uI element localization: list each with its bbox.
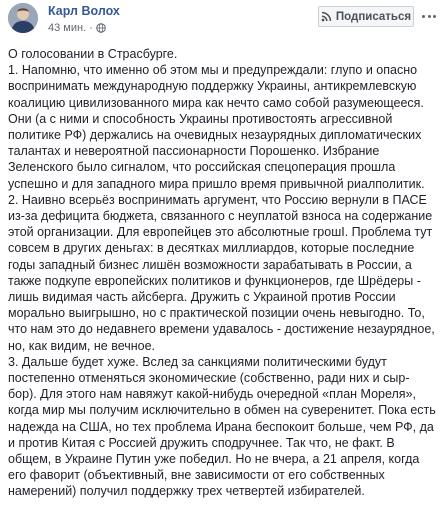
post-paragraph: 1. Напомню, что именно об этом мы и предупреждали: глупо и опасно воспринимать международную поддержку Украины, антикремлевскую коалицию цивилизованного мира как нечто само собой разумеющееся. Они (а с ними и способность Украины противостоять агрессивной политике РФ) держались на очевидных незаурядных дипломатических талантах и невероятной пассионарности Порошенко. Избрание Зеленского было сигналом, что российская спецоперация прошла успешно и для западного мира пришло время привычной риалполитик.: [8, 63, 425, 191]
post-header: [0, 0, 443, 46]
post-body: [8, 46, 436, 500]
subscribe-label: Подписаться: [335, 10, 412, 23]
globe-icon: [96, 23, 106, 33]
meta-separator: ·: [89, 22, 93, 34]
post-timestamp[interactable]: 43 мин.: [48, 22, 87, 34]
post-paragraph: О голосовании в Страсбурге.: [8, 47, 178, 61]
author-name-link[interactable]: Карл Волох: [48, 4, 120, 18]
more-options-icon[interactable]: [422, 10, 436, 22]
post-paragraph: 2. Наивно всерьёз воспринимать аргумент, что Россию вернули в ПАСЕ из-за дефицита бюджета, связанного с неуплатой взноса на содержание этой организации. Для европейцев это абсолютные грошІ. Проблема тут совсем в других деньгах: в десятках миллиардов, которые последние годы западный бизнес лишён возможности зарабатывать в России, а также подкупе европейских политиков и функционеров, где Шрёдеры - лишь видимая часть айсберга. Дружить с Украиной против России морально выигрышно, но с практической позиции очень невыгодно. То, что нам это до недавнего времени удавалось - достижение незаурядное, но, как видим, не вечное.: [8, 192, 435, 353]
avatar[interactable]: [8, 3, 38, 33]
avatar-image: [8, 3, 38, 33]
post-meta: [48, 22, 106, 34]
subscribe-button[interactable]: [318, 6, 414, 27]
rss-icon: [321, 11, 332, 22]
post-paragraph: 3. Дальше будет хуже. Вслед за санкциями политическими будут постепенно отменяться экономические (собственно, ради них и сыр-бор). Для этого нам навяжут какой-нибудь очередной «план Мореля», когда мир мы получим исключительно в обмен на суверенитет. Пока есть надежда на США, но тех проблема Ирана беспокоит больше, чем РФ, да и против Китая с Россией дружить сподручнее. Так что, не факт. В общем, в Украине Путин уже победил. Но не вчера, а 21 апреля, когда его фаворит (объективный, вне зависимости от его собственных намерений) получил поддержку трех четвертей избирателей.: [8, 354, 436, 499]
